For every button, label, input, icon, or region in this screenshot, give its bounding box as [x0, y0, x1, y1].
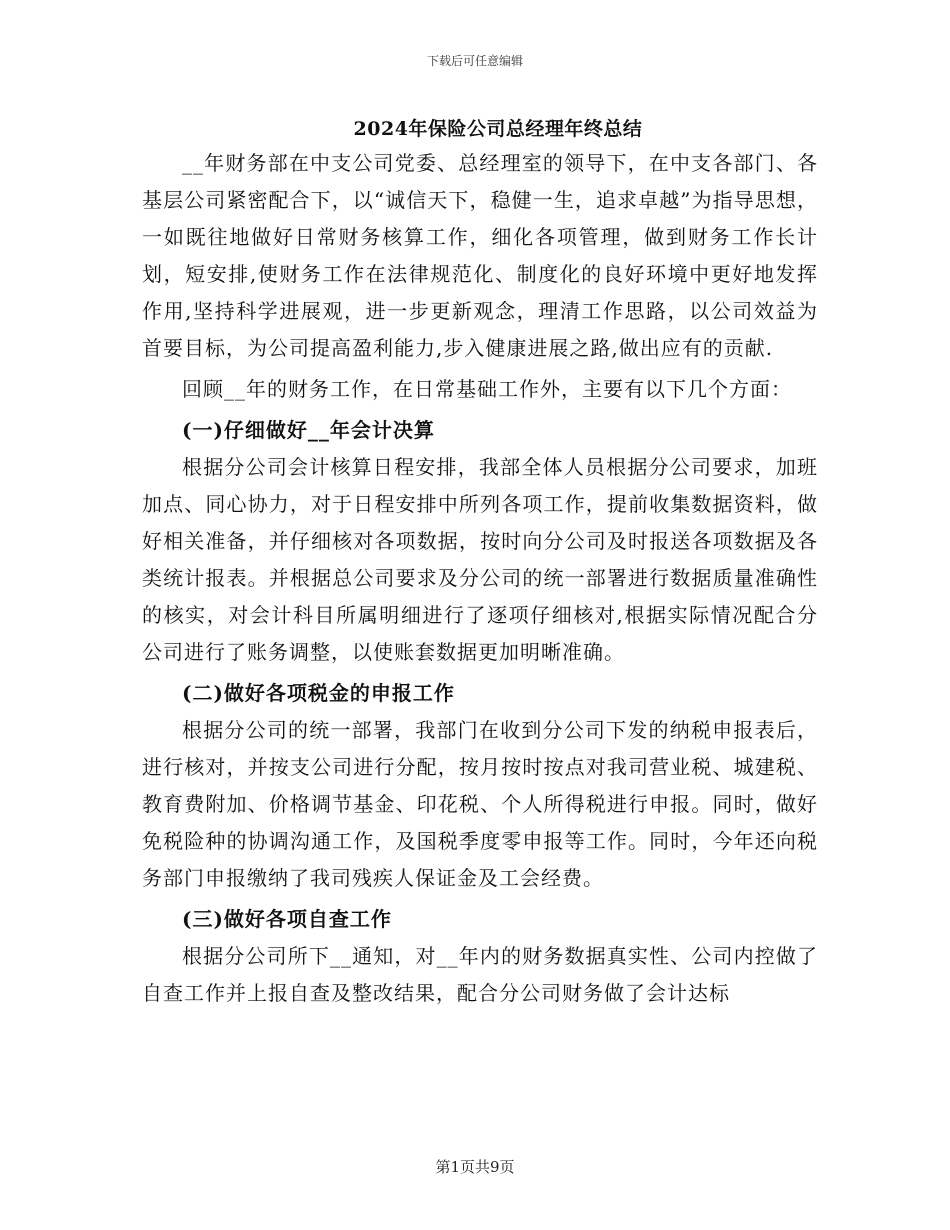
intro-paragraph: __年财务部在中支公司党委、总经理室的领导下，在中支各部门、各基层公司紧密配合下，以“诚信天下，稳健一生，追求卓越”为指导思想，一如既往地做好日常财务核算工作，细化各项管理，做到财务工作长计划，短安排,使财务工作在法律规范化、制度化的良好环境中更好地发挥作用,坚持科学进展观，进一步更新观念，理清工作思路，以公司效益为首要目标，为公司提高盈利能力,步入健康进展之路,做出应有的贡献.	[142, 151, 818, 360]
document-title: 2024年保险公司总经理年终总结	[353, 118, 643, 140]
section-body-3: 根据分公司所下__通知，对__年内的财务数据真实性、公司内控做了自查工作并上报自查及整改结果，配合分公司财务做了会计达标	[142, 944, 818, 1005]
review-paragraph: 回顾__年的财务工作，在日常基础工作外，主要有以下几个方面：	[182, 377, 792, 401]
section-body-2: 根据分公司的统一部署，我部门在收到分公司下发的纳税申报表后，进行核对，并按支公司进行分配，按月按时按点对我司营业税、城建税、教育费附加、价格调节基金、印花税、个人所得税进行申报。同时，做好免税险种的协调沟通工作，及国税季度零申报等工作。同时，今年还向税务部门申报缴纳了我司残疾人保证金及工会经费。	[142, 718, 818, 890]
page-indicator: 第1页共9页	[435, 1158, 515, 1176]
section-heading-2: (二)做好各项税金的申报工作	[182, 681, 455, 705]
header-note: 下载后可任意编辑	[426, 54, 523, 68]
document-body	[142, 145, 818, 1012]
section-body-1: 根据分公司会计核算日程安排，我部全体人员根据分公司要求，加班加点、同心协力，对于日程安排中所列各项工作，提前收集数据资料，做好相关准备，并仔细核对各项数据，按时向分公司及时报送各项数据及各类统计报表。并根据总公司要求及分公司的统一部署进行数据质量准确性的核实，对会计科目所属明细进行了逐项仔细核对,根据实际情况配合分公司进行了账务调整，以使账套数据更加明晰准确。	[142, 455, 818, 664]
section-heading-3: (三)做好各项自查工作	[182, 907, 392, 931]
section-heading-1: (一)仔细做好__年会计决算	[182, 418, 435, 442]
